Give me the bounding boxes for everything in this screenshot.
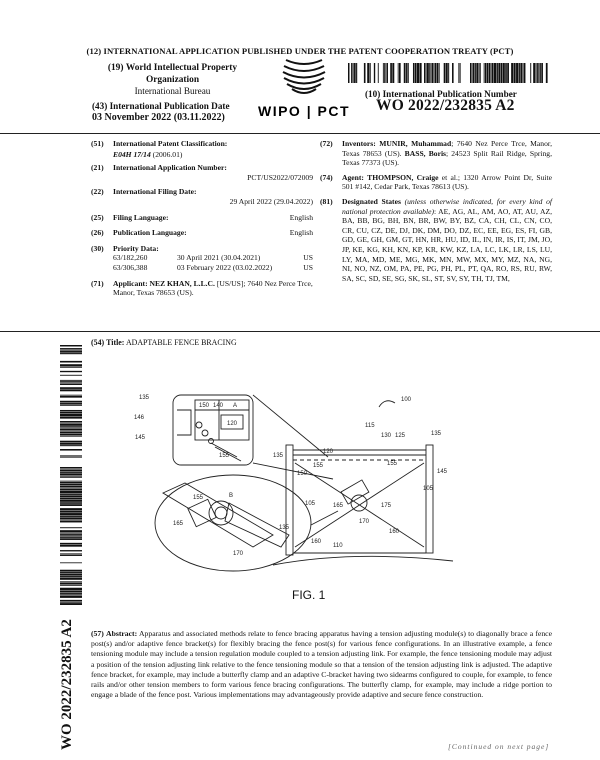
pub-date: 03 November 2022 (03.11.2022): [92, 112, 225, 123]
ref-135-a: 135: [139, 395, 150, 401]
inventor-2-address: ; 24523 Split Rail Ridge, Spring, Texas 77373 (US).: [342, 148, 553, 168]
ref-135-d: 135: [279, 525, 290, 531]
inventor-1-address: ; 7640 Nez Perce Trce, Manor, Texas 78653 (US).: [342, 139, 552, 158]
ref-120-a: 120: [227, 421, 238, 427]
ref-100: 100: [401, 397, 412, 403]
field-26-code: (26): [91, 228, 104, 238]
field-81-code: (81): [320, 196, 333, 206]
ref-135-c: 135: [273, 453, 284, 459]
field-21-value: PCT/US2022/072009: [247, 172, 313, 182]
priority-date: 30 April 2021 (30.04.2021): [177, 253, 261, 263]
field-81-qualifier: (unless otherwise indicated, for every kind of national protection available): [342, 196, 552, 216]
field-22-label: International Filing Date:: [113, 187, 197, 197]
title-code: (54): [91, 338, 105, 347]
spine-text-wrap: [59, 600, 87, 760]
ref-155-c: 155: [387, 461, 398, 467]
abstract-code: (57): [91, 629, 104, 638]
field-51-label: International Patent Classification:: [113, 139, 228, 148]
wipo-logo-text: WIPO | PCT: [257, 103, 351, 119]
ref-160-a: 160: [389, 529, 400, 535]
pct-header-line: (12) INTERNATIONAL APPLICATION PUBLISHED UNDER THE PATENT COOPERATION TREATY (PCT): [86, 46, 514, 56]
ref-165-a: 165: [173, 521, 184, 527]
org-bureau: International Bureau: [134, 86, 211, 96]
spine-publication-number: WO 2022/232835 A2: [59, 619, 75, 750]
field-22-value: 29 April 2022 (29.04.2022): [229, 196, 313, 206]
ref-165-b: 165: [333, 503, 344, 509]
org-name-line-1: World Intellectual Property: [125, 63, 238, 73]
pub-date-block: [92, 101, 230, 123]
wipo-logo: [256, 52, 352, 122]
field-81-label: Designated States: [342, 196, 401, 206]
field-22-code: (22): [91, 187, 104, 197]
field-51-class: E04H 17/14: [113, 149, 151, 159]
patent-title: ADAPTABLE FENCE BRACING: [125, 338, 237, 347]
ref-115: 115: [365, 423, 375, 429]
ref-160-b: 160: [311, 539, 322, 545]
header-rule: [0, 133, 600, 134]
ref-145-b: 145: [437, 469, 448, 475]
field-71-code: (71): [91, 278, 104, 288]
left-bibliographic-column: [91, 139, 313, 298]
abstract: [91, 629, 552, 700]
ref-110: 110: [333, 543, 343, 549]
ref-105-a: 105: [423, 486, 434, 492]
figure-1-drawing: [133, 375, 533, 595]
field-71-label: Applicant:: [113, 278, 148, 288]
priority-date: 03 February 2022 (03.02.2022): [177, 262, 273, 272]
field-25-value: English: [289, 212, 313, 222]
figure-caption: FIG. 1: [292, 588, 326, 602]
field-26-value: English: [289, 228, 313, 238]
field-74-code: (74): [320, 172, 333, 182]
ref-155-a: 155: [219, 453, 230, 459]
field-30-label: Priority Data:: [113, 243, 159, 253]
inventor-1-name: MUNIR, Muhammad: [379, 139, 452, 148]
ref-140: 140: [213, 403, 224, 409]
continued-note: [Continued on next page]: [448, 742, 550, 751]
ref-135-b: 135: [431, 431, 442, 437]
priority-row: [91, 263, 313, 273]
org-name-line-2: Organization: [145, 74, 200, 85]
pub-number-label: (10) International Publication Number: [365, 89, 517, 99]
ref-130: 130: [381, 433, 392, 439]
field-51-code: (51): [91, 139, 104, 148]
ref-170-a: 170: [233, 551, 244, 557]
ref-175: 175: [381, 503, 392, 509]
field-25-label: Filing Language:: [113, 212, 169, 222]
agent-name: THOMPSON, Craige: [367, 172, 439, 182]
detail-b-rail: [163, 483, 273, 547]
agent-address: et al.; 1320 Arrow Point Dr, Suite 501 #142, Cedar Park, Texas 78613 (US).: [342, 172, 552, 192]
field-26-label: Publication Language:: [113, 228, 187, 238]
ref-146: 146: [134, 415, 145, 421]
priority-row: [91, 253, 313, 263]
detail-b-label: B: [229, 493, 234, 499]
org-code: (19): [107, 63, 124, 73]
field-21-label: International Application Number:: [113, 163, 227, 173]
field-25-code: (25): [91, 212, 104, 222]
title-rule: [0, 331, 600, 332]
field-72-label: Inventors:: [342, 139, 376, 148]
right-bibliographic-column: [320, 139, 552, 283]
organization-block: [100, 63, 245, 98]
ref-155-d: 155: [313, 463, 324, 469]
field-51-date: (2006.01): [152, 149, 183, 159]
ref-155-b: 155: [193, 495, 204, 501]
field-30-code: (30): [91, 243, 104, 253]
field-21-code: (21): [91, 163, 104, 173]
ref-150-b: 150: [297, 471, 308, 477]
inventor-2-name: BASS, Boris: [404, 148, 447, 158]
ref-170-b: 170: [359, 519, 370, 525]
priority-country: US: [303, 262, 313, 272]
ref-105-b: 105: [305, 501, 316, 507]
field-72-code: (72): [320, 139, 333, 148]
priority-country: US: [303, 253, 313, 263]
applicant-address: [US/US]; 7640 Nez Perce Trce, Manor, Texas 78653 (US).: [113, 278, 313, 298]
pub-date-label: (43) International Publication Date: [92, 101, 230, 111]
detail-a-label: A: [233, 403, 238, 409]
abstract-label: Abstract:: [106, 629, 138, 638]
header-barcode: [348, 63, 548, 83]
spine-barcode: [60, 345, 82, 605]
priority-number: 63/182,260: [113, 253, 148, 263]
ref-145-a: 145: [135, 435, 146, 441]
applicant-name: NEZ KHAN, L.L.C.: [149, 278, 215, 288]
title-label: Title:: [106, 338, 125, 347]
field-74-label: Agent:: [342, 172, 364, 182]
ref-150-a: 150: [199, 403, 210, 409]
ref-125: 125: [395, 433, 406, 439]
designated-states: : AE, AG, AL, AM, AO, AT, AU, AZ, BA, BB, BG, BH, BN, BR, BW, BY, BZ, CA, CH, CL, CN, CO, CR, CU, CZ, DE, DJ, DK, DM, DO, DZ, EC, EE, EG, ES, FI, GB, GD, GE, GH, GM, GT, HN, HR, HU, ID, IL, IN, IR, IS, IT, JM, JO, JP, KE, KG, KH, KN, KP, KR, KW, KZ, LA, LC, LK, LR, LS, LU, LY, MA, MD, ME, MG, MK, MN, MW, MX, MY, MZ, NA, NG, NI, NO, NZ, OM, PA, PE, PG, PH, PL, PT, QA, RO, RS, RU, RW, SA, SC, SD, SE, SG, SK, SL, ST, SV, SY, TH, TJ, TM,: [342, 206, 552, 283]
abstract-text: Apparatus and associated methods relate to fence bracing apparatus having a tension adjusting module(s) to diagonally brace a fence post(s) and/or adaptive fence bracket(s) for flexibly bracing the fence post(s) for various fence configurations. In an illustrative example, a fence tensioning module may include a tension regulation module coupled to a tension adjusting link. For example, the fence tensioning module may adjust a position of the tension adjusting link relative to the fence tensioning module so that a tension of the tension adjusting link is adjusted. The adaptive fence bracket, for example, may include a butterfly clamp and an adaptive C-bracket having two sidearms configured to couple, for example, to fence rails and/or other tension members to form various fence bracing configurations. The butterfly clamp, for example, may include a ridge portion to engage a blade of the fence post. Various implementations may advantageously provide adaptive and secure fence construction.: [91, 629, 553, 700]
title-line: [91, 338, 237, 347]
ground-line: [273, 556, 453, 565]
right-fence-post: [426, 445, 433, 553]
ref-120-b: 120: [323, 449, 334, 455]
priority-number: 63/306,388: [113, 262, 148, 272]
pub-number: WO 2022/232835 A2: [376, 97, 515, 114]
